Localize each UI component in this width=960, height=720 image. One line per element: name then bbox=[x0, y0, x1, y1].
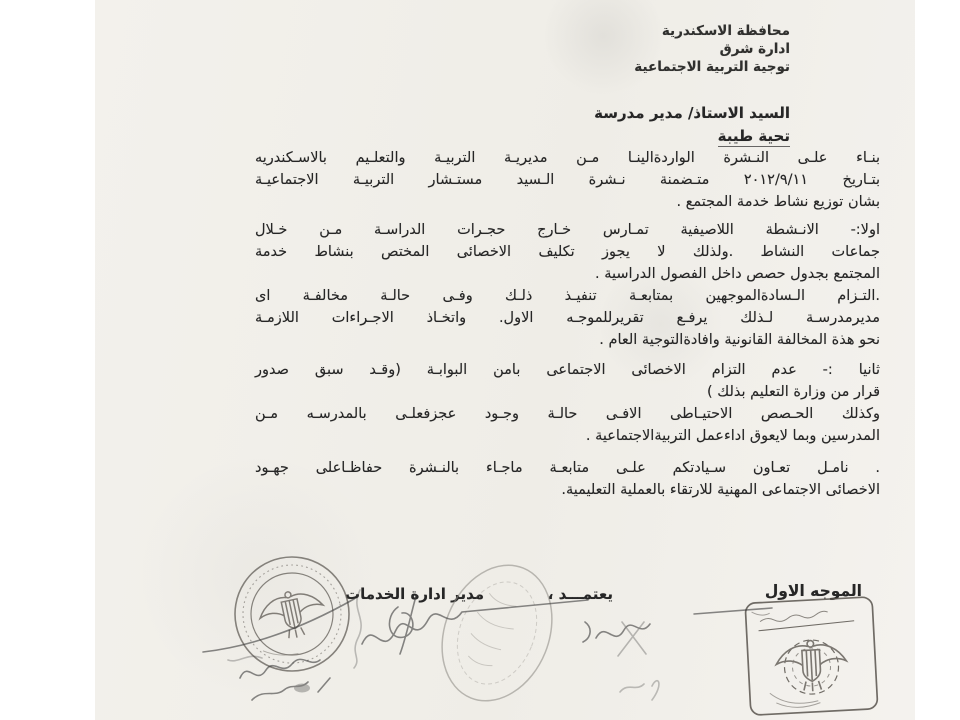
letterhead-directorate: ادارة شرق bbox=[719, 41, 790, 57]
scanned-letter-page bbox=[95, 0, 915, 720]
approval-word: يعتمـــد ، bbox=[547, 585, 613, 603]
letter-body-line: قرار من وزارة التعليم بذلك ) bbox=[706, 384, 880, 400]
approval-line bbox=[345, 585, 613, 603]
letter-body-line: بنـاء علـى النـشرة الواردةالينـا مـن مديريـة التربيـة والتعلـيم بالاسـكندريه bbox=[255, 150, 880, 166]
letter-body-line: الاخصائى الاجتماعى المهنية للارتقاء بالعملية التعليمية. bbox=[561, 482, 880, 498]
paragraph-intro bbox=[255, 147, 880, 213]
letter-body-line: المدرسين وبما لايعوق اداءعمل التربيةالاجتماعية . bbox=[585, 428, 880, 444]
recipient-line: السيد الاستاذ/ مدير مدرسة bbox=[594, 104, 790, 122]
letter-body-line: .التـزام الـسادةالموجهين بمتابعـة تنفيـذ ذلـك وفـى حالـة مخالفـة اى bbox=[255, 288, 880, 304]
letter-body-line: بشان توزيع نشاط خدمة المجتمع . bbox=[676, 194, 880, 210]
paragraph-second-clause bbox=[255, 359, 880, 447]
letter-body-line: وكذلك الحـصص الاحتيـاطى الافـى حالـة وجـود عجزفعلـى بالمدرسـه مـن bbox=[255, 406, 880, 422]
paragraph-first-clause bbox=[255, 219, 880, 351]
paragraph-closing bbox=[255, 457, 880, 501]
letterhead bbox=[634, 22, 790, 76]
letter-body-line: نحو هذة المخالفة القانونية وافادةالتوجية العام . bbox=[599, 332, 880, 348]
letter-body-line: بتـاريخ ٢٠١٢/٩/١١ متـضمنة نـشرة الـسيد مستـشار التربيـة الاجتماعيـة bbox=[255, 172, 880, 188]
letterhead-department: توجية التربية الاجتماعية bbox=[634, 59, 790, 75]
approver-role-title: مدير ادارة الخدمات bbox=[345, 585, 485, 603]
letter-body-line: المجتمع بجدول حصص داخل الفصول الدراسية . bbox=[595, 266, 880, 282]
letter-body-line: اولا:- الانـشطة اللاصيفية تمـارس خـارج حجـرات الدراسـة مـن خـلال bbox=[255, 222, 880, 238]
letter-body-line: مديرمدرسـة لـذلك يرفـع تقريرللموجـه الاول. واتخـاذ الاجـراءات اللازمـة bbox=[255, 310, 880, 326]
letter-body-line: . نامـل تعـاون سـيادتكم علـى متابعـة ماجـاء بالنـشرة حفاظـاعلى جهـود bbox=[255, 460, 880, 476]
first-supervisor-title: الموجه الاول bbox=[764, 582, 862, 600]
letter-body bbox=[255, 147, 880, 507]
salutation bbox=[594, 102, 790, 148]
greeting-row bbox=[594, 125, 790, 148]
letter-body-line: جماعات النشاط .ولذلك لا يجوز تكليف الاخصائى المختص بنشاط خدمة bbox=[255, 244, 880, 260]
letter-body-line: ثانيا :- عدم التزام الاخصائى الاجتماعى بامن البوابـة (وقـد سبق صدور bbox=[255, 362, 880, 378]
greeting-line: تحية طيبة bbox=[717, 127, 790, 145]
letterhead-governorate: محافظة الاسكندرية bbox=[661, 23, 790, 39]
